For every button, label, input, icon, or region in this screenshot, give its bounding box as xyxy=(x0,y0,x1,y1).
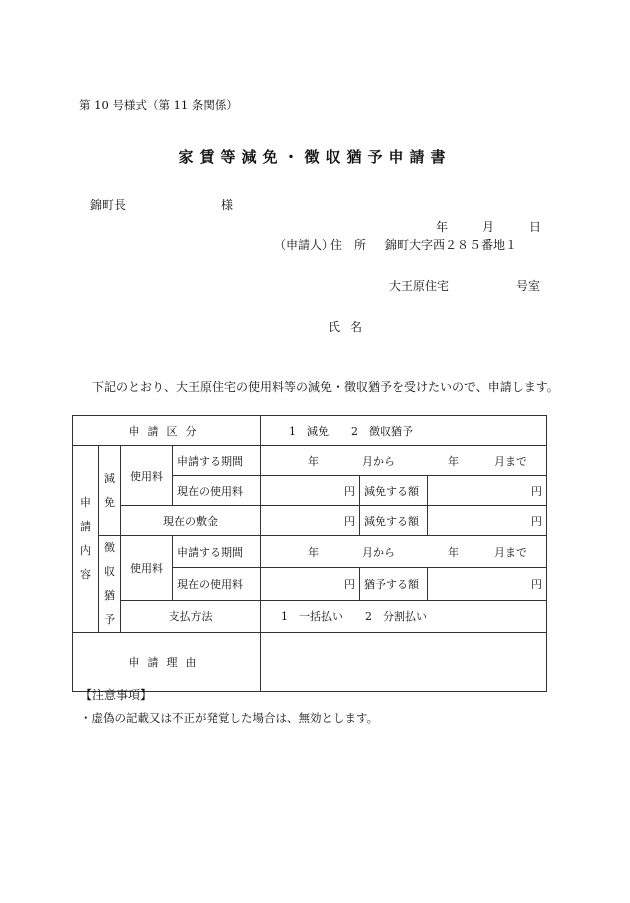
date-month: 月 xyxy=(482,220,495,234)
housing-name: 大王原住宅 xyxy=(389,279,450,293)
reason-label: 申請理由 xyxy=(73,633,261,692)
content-label xyxy=(73,446,99,633)
name-label: 氏名 xyxy=(328,320,373,334)
deferral-amount-yen[interactable]: 円 xyxy=(428,568,547,600)
reduction-label-char: 減 xyxy=(104,471,115,485)
usage-fee-label: 使用料 xyxy=(121,446,173,506)
addressee xyxy=(90,196,234,213)
reduction-period-field[interactable] xyxy=(261,446,547,476)
application-statement: 下記のとおり、大王原住宅の使用料等の減免・徴収猶予を受けたいので、申請します。 xyxy=(92,380,559,394)
deferral-period-field[interactable] xyxy=(261,536,547,568)
content-label-char: 請 xyxy=(80,520,91,533)
deferral-label-char: 猶 xyxy=(104,589,115,602)
reason-field[interactable] xyxy=(261,633,547,692)
form-number: 第 10 号様式（第 11 条関係） xyxy=(79,98,238,112)
deferral-apply-period-label: 申請する期間 xyxy=(173,536,261,568)
reduction-label xyxy=(99,446,121,536)
period-year-from: 年 xyxy=(308,545,319,559)
deferral-usage-fee-label: 使用料 xyxy=(121,536,173,601)
deferral-period-row xyxy=(73,536,547,568)
content-label-char: 容 xyxy=(80,568,91,581)
applicant-label: （申請人） xyxy=(274,238,335,252)
deferral-current-fee-label: 現在の使用料 xyxy=(173,568,261,600)
category-options[interactable]: 1 減免 2 徴収猶予 xyxy=(261,416,547,446)
deferral-label-char: 予 xyxy=(104,613,115,626)
period-from: 月から xyxy=(362,545,395,559)
reduction-label-char: 免 xyxy=(104,495,115,509)
period-to: 月まで xyxy=(494,454,527,468)
period-year-from: 年 xyxy=(308,454,319,468)
content-label-char: 申 xyxy=(80,496,91,509)
current-fee-label: 現在の使用料 xyxy=(173,476,261,506)
current-deposit-yen[interactable]: 円 xyxy=(261,506,360,536)
deferral-current-fee-yen[interactable]: 円 xyxy=(261,568,360,600)
reduction-period-row xyxy=(73,446,547,476)
category-row xyxy=(73,416,547,446)
date-year: 年 xyxy=(436,220,449,234)
current-fee-yen[interactable]: 円 xyxy=(261,476,360,506)
deposit-reduction-label: 減免する額 xyxy=(360,506,428,536)
reduction-amount-label: 減免する額 xyxy=(360,476,428,506)
deferral-label-char: 収 xyxy=(104,565,115,578)
address-value: 錦町大字西２８５番地１ xyxy=(385,238,518,252)
notes-heading: 【注意事項】 xyxy=(80,688,153,702)
payment-options[interactable]: 1 一括払い 2 分割払い xyxy=(261,600,547,632)
content-label-char: 内 xyxy=(80,544,91,557)
deferral-label xyxy=(99,536,121,633)
reason-row xyxy=(73,633,547,692)
category-label: 申請区分 xyxy=(73,416,261,446)
payment-method-label: 支払方法 xyxy=(121,600,261,632)
deposit-row xyxy=(73,506,547,536)
deferral-label-char: 徴 xyxy=(104,541,115,554)
note-item: ・虚偽の記載又は不正が発覚した場合は、無効とします。 xyxy=(80,711,379,725)
apply-period-label: 申請する期間 xyxy=(173,446,261,476)
period-year-to: 年 xyxy=(448,545,459,559)
period-from: 月から xyxy=(362,454,395,468)
deposit-reduction-yen[interactable]: 円 xyxy=(428,506,547,536)
period-to: 月まで xyxy=(494,545,527,559)
period-year-to: 年 xyxy=(448,454,459,468)
reduction-amount-yen[interactable]: 円 xyxy=(428,476,547,506)
application-table xyxy=(72,415,547,692)
deferral-amount-label: 猶予する額 xyxy=(360,568,428,600)
addressee-name: 錦町長 xyxy=(90,198,127,212)
current-deposit-label: 現在の敷金 xyxy=(121,506,261,536)
room-label: 号室 xyxy=(516,279,541,293)
addressee-honorific: 様 xyxy=(221,198,234,212)
address-label: 住 所 xyxy=(330,238,367,252)
page-title: 家賃等減免・徴収猶予申請書 xyxy=(178,148,452,166)
payment-row xyxy=(73,600,547,632)
date-day: 日 xyxy=(529,220,542,234)
